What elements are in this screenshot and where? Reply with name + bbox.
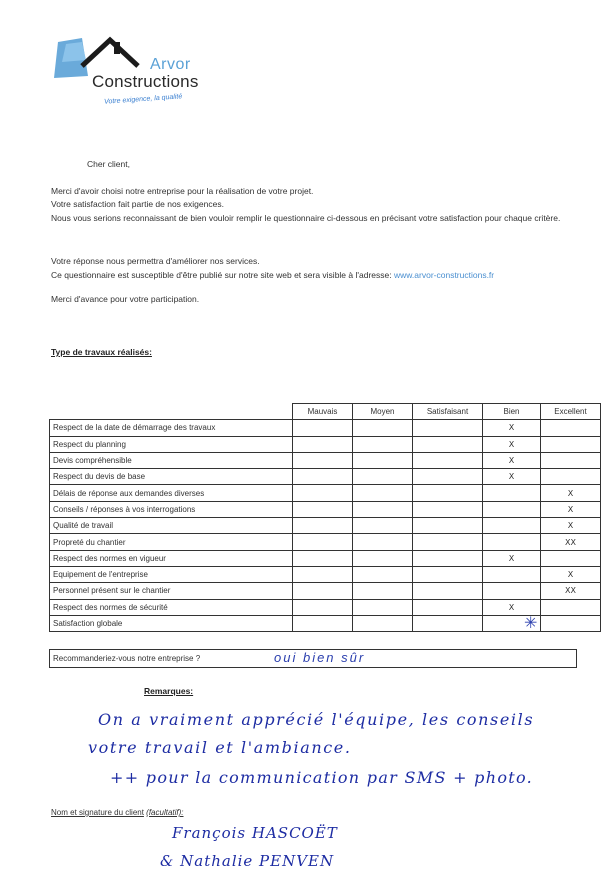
criterion-label: Conseils / réponses à vos interrogations — [50, 501, 293, 517]
rating-cell[interactable] — [353, 501, 413, 517]
rating-cell[interactable] — [353, 420, 413, 436]
rating-cell[interactable] — [353, 469, 413, 485]
website-link[interactable]: www.arvor-constructions.fr — [393, 270, 495, 280]
letter-line: Votre satisfaction fait partie de nos exigences. — [51, 199, 224, 209]
table-row — [50, 534, 601, 550]
table-row — [50, 615, 601, 631]
greeting: Cher client, — [87, 159, 130, 169]
rating-cell[interactable] — [413, 518, 483, 534]
recommend-answer: oui bien sûr — [274, 650, 366, 665]
rating-cell[interactable] — [413, 436, 483, 452]
rating-cell[interactable] — [413, 599, 483, 615]
remark-line: On a vraiment apprécié l'équipe, les conseils — [98, 710, 535, 729]
rating-cell[interactable] — [353, 550, 413, 566]
rating-cell[interactable] — [483, 485, 541, 501]
rating-cell[interactable] — [483, 583, 541, 599]
rating-cell[interactable] — [483, 518, 541, 534]
rating-cell[interactable] — [413, 534, 483, 550]
client-name: François HASCOËT — [172, 824, 338, 842]
client-name-label — [51, 808, 184, 817]
rating-cell[interactable] — [293, 485, 353, 501]
rating-cell[interactable] — [413, 485, 483, 501]
table-row — [50, 583, 601, 599]
rating-cell[interactable] — [353, 583, 413, 599]
table-row — [50, 452, 601, 468]
client-name: & Nathalie PENVEN — [160, 852, 335, 870]
letter-line — [51, 269, 494, 281]
rating-cell[interactable] — [541, 599, 601, 615]
rating-cell[interactable] — [413, 566, 483, 582]
remarks-title: Remarques: — [144, 686, 194, 696]
criterion-label: Satisfaction globale — [50, 615, 293, 631]
criterion-label: Equipement de l'entreprise — [50, 566, 293, 582]
rating-cell[interactable] — [541, 469, 601, 485]
criterion-label: Respect des normes de sécurité — [50, 599, 293, 615]
rating-cell[interactable]: XX — [541, 583, 601, 599]
rating-cell[interactable]: X — [541, 518, 601, 534]
column-header: Satisfaisant — [413, 404, 483, 420]
criterion-label: Propreté du chantier — [50, 534, 293, 550]
rating-cell[interactable] — [293, 583, 353, 599]
table-row — [50, 436, 601, 452]
rating-cell[interactable] — [541, 452, 601, 468]
table-row — [50, 501, 601, 517]
rating-cell[interactable] — [293, 518, 353, 534]
rating-cell[interactable] — [413, 583, 483, 599]
criterion-label: Respect du devis de base — [50, 469, 293, 485]
rating-cell[interactable] — [483, 534, 541, 550]
rating-cell[interactable]: X — [541, 485, 601, 501]
company-subname: Constructions — [92, 72, 199, 91]
rating-cell[interactable] — [353, 485, 413, 501]
letter-line: Merci d'avance pour votre participation. — [51, 294, 200, 304]
rating-cell[interactable] — [413, 420, 483, 436]
rating-cell[interactable]: XX — [541, 534, 601, 550]
rating-cell[interactable] — [293, 599, 353, 615]
rating-cell[interactable]: X — [483, 420, 541, 436]
column-header: Bien — [483, 404, 541, 420]
rating-cell[interactable] — [353, 534, 413, 550]
criterion-label: Délais de réponse aux demandes diverses — [50, 485, 293, 501]
company-name: Arvor — [150, 56, 191, 73]
rating-cell[interactable] — [413, 469, 483, 485]
table-header-row — [50, 404, 601, 420]
criterion-label: Respect de la date de démarrage des travaux — [50, 420, 293, 436]
criterion-label: Personnel présent sur le chantier — [50, 583, 293, 599]
rating-cell[interactable] — [293, 534, 353, 550]
rating-cell[interactable] — [293, 550, 353, 566]
rating-cell[interactable] — [541, 436, 601, 452]
rating-cell[interactable]: X — [541, 501, 601, 517]
company-slogan: Votre exigence, la qualité — [103, 93, 183, 106]
client-label-optional: (facultatif): — [146, 808, 184, 817]
rating-cell[interactable] — [353, 615, 413, 631]
table-row — [50, 550, 601, 566]
rating-cell[interactable]: X — [483, 436, 541, 452]
table-row — [50, 566, 601, 582]
table-row — [50, 518, 601, 534]
rating-cell[interactable]: X — [483, 452, 541, 468]
remark-line: votre travail et l'ambiance. — [88, 738, 352, 757]
client-label-text: Nom et signature du client — [51, 808, 144, 817]
table-row — [50, 599, 601, 615]
rating-cell[interactable]: X — [483, 599, 541, 615]
rating-cell[interactable] — [293, 420, 353, 436]
table-row — [50, 420, 601, 436]
table-row — [50, 485, 601, 501]
header-blank — [50, 404, 293, 420]
rating-cell[interactable]: X — [483, 469, 541, 485]
rating-cell[interactable] — [483, 501, 541, 517]
remark-line: ++ pour la communication par SMS + photo. — [110, 768, 534, 787]
rating-cell[interactable] — [293, 615, 353, 631]
criterion-label: Respect du planning — [50, 436, 293, 452]
rating-cell[interactable] — [413, 452, 483, 468]
rating-cell[interactable] — [293, 452, 353, 468]
letter-line-text: Ce questionnaire est susceptible d'être publié sur notre site web et sera visible à l'adresse: — [51, 270, 392, 280]
column-header: Mauvais — [293, 404, 353, 420]
letter-line: Nous vous serions reconnaissant de bien vouloir remplir le questionnaire ci-dessous en précisant votre satisfaction pour chaque critère. — [51, 213, 561, 223]
rating-cell[interactable] — [413, 550, 483, 566]
table-row — [50, 469, 601, 485]
rating-cell[interactable] — [413, 615, 483, 631]
rating-cell[interactable] — [541, 550, 601, 566]
rating-table — [49, 403, 601, 632]
rating-cell[interactable] — [413, 501, 483, 517]
rating-cell[interactable] — [353, 518, 413, 534]
criterion-label: Respect des normes en vigueur — [50, 550, 293, 566]
rating-cell[interactable] — [483, 566, 541, 582]
rating-cell[interactable] — [293, 501, 353, 517]
rating-cell[interactable] — [353, 452, 413, 468]
rating-cell[interactable] — [541, 420, 601, 436]
recommend-question: Recommanderiez-vous notre entreprise ? — [53, 654, 201, 663]
rating-cell[interactable] — [293, 436, 353, 452]
rating-cell[interactable]: X — [483, 550, 541, 566]
section-title: Type de travaux réalisés: — [51, 347, 152, 357]
rating-cell[interactable] — [541, 615, 601, 631]
letter-line: Votre réponse nous permettra d'améliorer nos services. — [51, 256, 260, 266]
column-header: Moyen — [353, 404, 413, 420]
criterion-label: Qualité de travail — [50, 518, 293, 534]
criterion-label: Devis compréhensible — [50, 452, 293, 468]
rating-cell[interactable] — [293, 469, 353, 485]
rating-cell[interactable] — [353, 436, 413, 452]
letter-line: Merci d'avoir choisi notre entreprise pour la réalisation de votre projet. — [51, 186, 314, 196]
column-header: Excellent — [541, 404, 601, 420]
global-satisfaction-mark: ✳ — [524, 613, 538, 632]
rating-cell[interactable] — [353, 566, 413, 582]
rating-cell[interactable] — [293, 566, 353, 582]
rating-cell[interactable] — [353, 599, 413, 615]
rating-cell[interactable]: X — [541, 566, 601, 582]
